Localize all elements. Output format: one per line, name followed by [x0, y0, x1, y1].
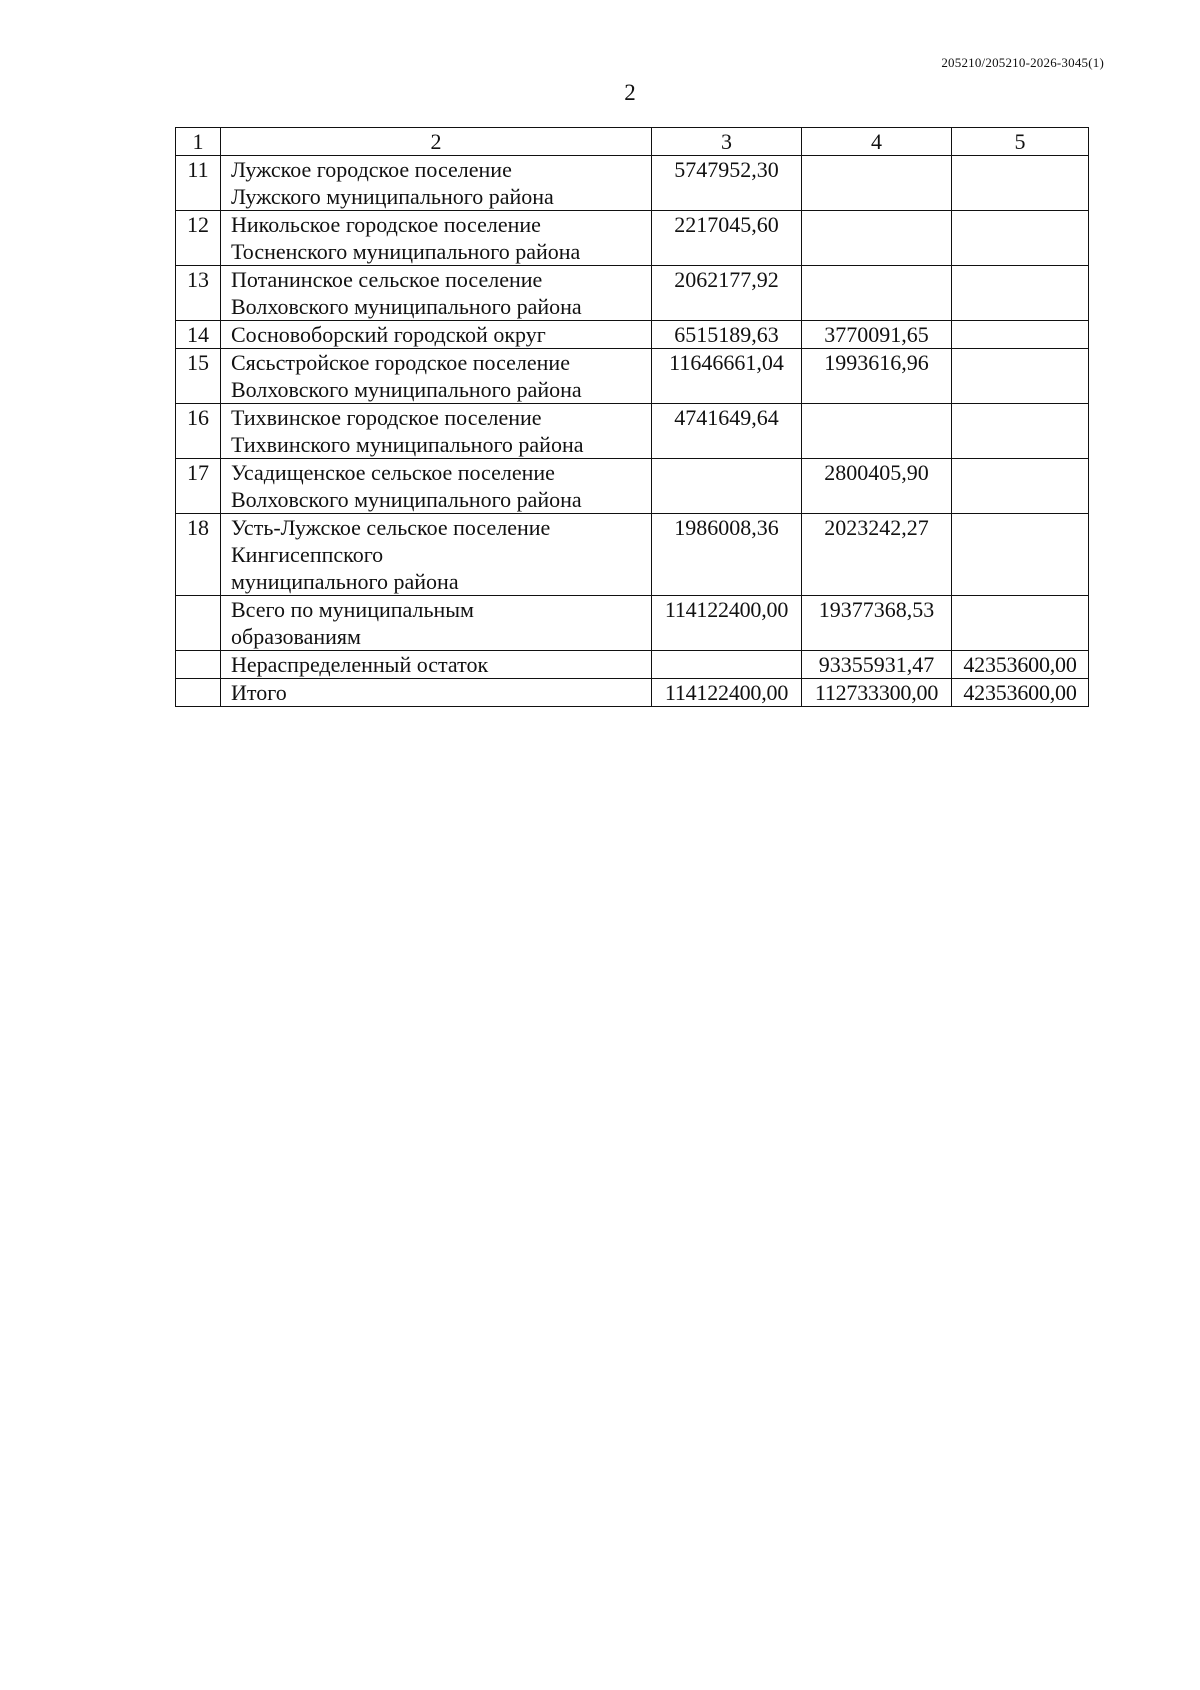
unallocated-row	[176, 651, 1089, 679]
value-col3: 6515189,63	[652, 321, 802, 349]
subtotal-row	[176, 596, 1089, 651]
value-col4: 2023242,27	[802, 514, 952, 596]
value-col4	[802, 404, 952, 459]
name-line: Сясьстройское городское поселение	[231, 350, 570, 375]
table-header-row	[176, 128, 1089, 156]
municipality-name	[221, 459, 652, 514]
value-col4	[802, 211, 952, 266]
name-line: Тихвинское городское поселение	[231, 405, 542, 430]
value-col5	[952, 514, 1089, 596]
value-col3: 5747952,30	[652, 156, 802, 211]
value-col5: 42353600,00	[952, 679, 1089, 707]
row-number	[176, 679, 221, 707]
row-number: 14	[176, 321, 221, 349]
name-line: Тихвинского муниципального района	[231, 432, 584, 457]
name-line: Волховского муниципального района	[231, 377, 582, 402]
table-row	[176, 321, 1089, 349]
row-number: 17	[176, 459, 221, 514]
municipality-name	[221, 266, 652, 321]
row-number: 16	[176, 404, 221, 459]
value-col5	[952, 156, 1089, 211]
total-row	[176, 679, 1089, 707]
row-number: 11	[176, 156, 221, 211]
table-row	[176, 266, 1089, 321]
value-col3: 2062177,92	[652, 266, 802, 321]
value-col5	[952, 349, 1089, 404]
value-col4: 93355931,47	[802, 651, 952, 679]
municipality-name	[221, 349, 652, 404]
table-row	[176, 514, 1089, 596]
value-col3: 114122400,00	[652, 596, 802, 651]
table-row	[176, 404, 1089, 459]
name-line: Лужского муниципального района	[231, 184, 554, 209]
name-line: Лужское городское поселение	[231, 157, 512, 182]
name-line: Волховского муниципального района	[231, 487, 582, 512]
column-header: 2	[221, 128, 652, 156]
name-line: Волховского муниципального района	[231, 294, 582, 319]
row-label	[221, 679, 652, 707]
name-line: Кингисеппского	[231, 542, 384, 567]
value-col3: 2217045,60	[652, 211, 802, 266]
table-row	[176, 211, 1089, 266]
value-col4: 1993616,96	[802, 349, 952, 404]
value-col5	[952, 459, 1089, 514]
municipality-name	[221, 404, 652, 459]
value-col4: 19377368,53	[802, 596, 952, 651]
table-row	[176, 459, 1089, 514]
column-header: 3	[652, 128, 802, 156]
value-col4: 2800405,90	[802, 459, 952, 514]
row-label	[221, 596, 652, 651]
allocation-table	[175, 127, 1089, 707]
value-col4: 3770091,65	[802, 321, 952, 349]
value-col5	[952, 321, 1089, 349]
name-line: Потанинское сельское поселение	[231, 267, 543, 292]
row-number: 18	[176, 514, 221, 596]
name-line: муниципального района	[231, 569, 459, 594]
name-line: Усадищенское сельское поселение	[231, 460, 555, 485]
value-col3: 4741649,64	[652, 404, 802, 459]
table-row	[176, 349, 1089, 404]
row-number: 13	[176, 266, 221, 321]
value-col4	[802, 156, 952, 211]
page-number: 2	[624, 80, 636, 105]
municipality-name	[221, 514, 652, 596]
value-col3: 1986008,36	[652, 514, 802, 596]
row-number	[176, 651, 221, 679]
document-id: 205210/205210-2026-3045(1)	[941, 55, 1104, 70]
row-number: 12	[176, 211, 221, 266]
value-col3	[652, 459, 802, 514]
column-header: 5	[952, 128, 1089, 156]
name-line: Никольское городское поселение	[231, 212, 541, 237]
column-header: 4	[802, 128, 952, 156]
column-header: 1	[176, 128, 221, 156]
value-col3: 11646661,04	[652, 349, 802, 404]
name-line: Нераспределенный остаток	[231, 652, 489, 677]
value-col5	[952, 404, 1089, 459]
row-number: 15	[176, 349, 221, 404]
municipality-name	[221, 321, 652, 349]
name-line: Всего по муниципальным	[231, 597, 474, 622]
value-col5	[952, 266, 1089, 321]
row-number	[176, 596, 221, 651]
value-col3: 114122400,00	[652, 679, 802, 707]
name-line: Итого	[231, 680, 287, 705]
municipality-name	[221, 156, 652, 211]
value-col4	[802, 266, 952, 321]
name-line: образованиям	[231, 624, 361, 649]
value-col4: 112733300,00	[802, 679, 952, 707]
value-col3	[652, 651, 802, 679]
value-col5	[952, 596, 1089, 651]
value-col5: 42353600,00	[952, 651, 1089, 679]
value-col5	[952, 211, 1089, 266]
municipality-name	[221, 211, 652, 266]
name-line: Усть-Лужское сельское поселение	[231, 515, 551, 540]
row-label	[221, 651, 652, 679]
name-line: Тосненского муниципального района	[231, 239, 581, 264]
table-row	[176, 156, 1089, 211]
name-line: Сосновоборский городской округ	[231, 322, 546, 347]
